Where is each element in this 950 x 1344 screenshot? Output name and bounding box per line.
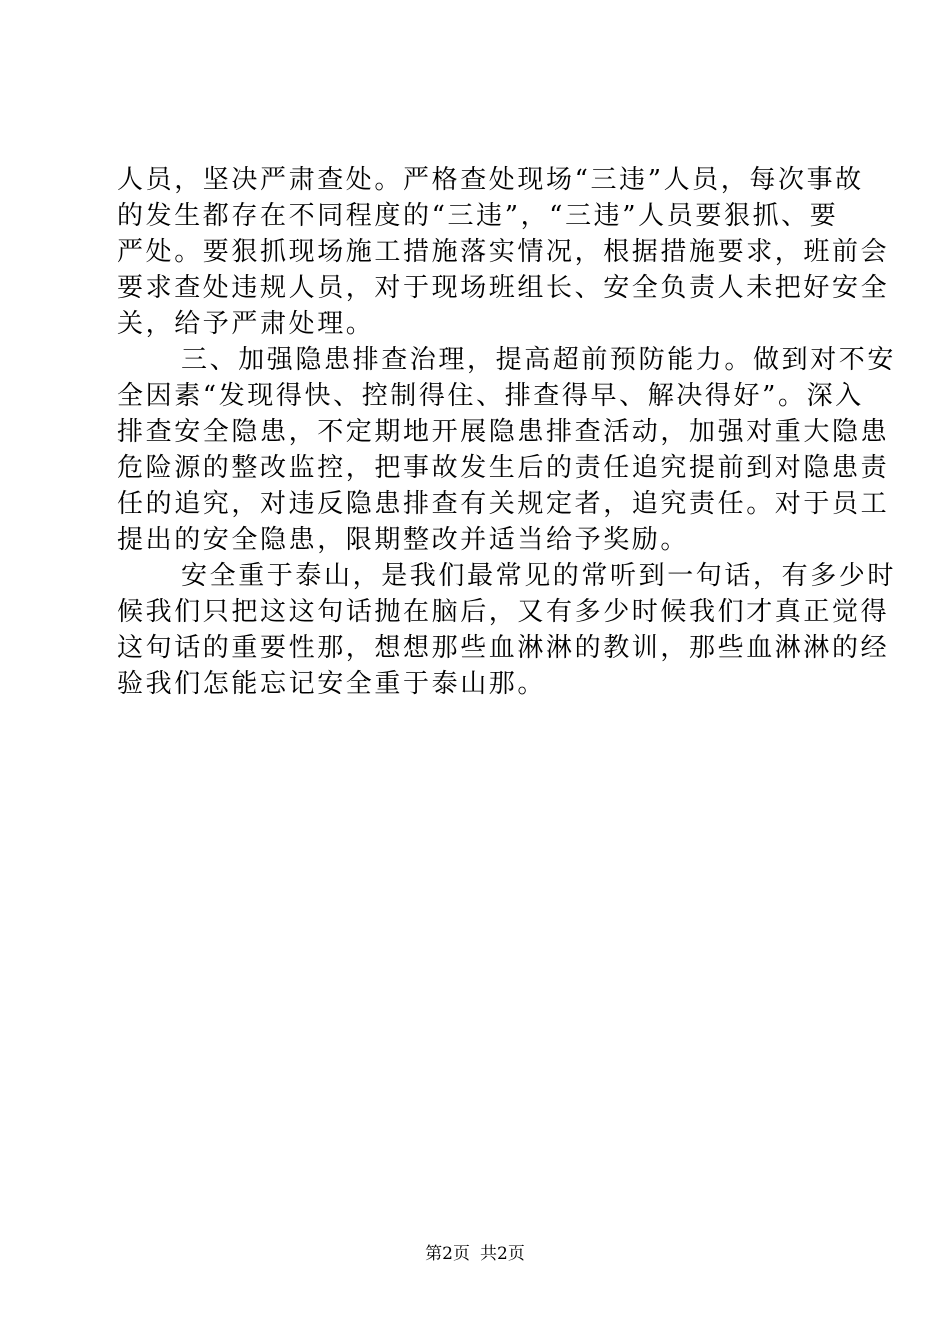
text-line: 任的追究，对违反隐患排查有关规定者，追究责任。对于员工 [117,489,890,519]
document-body [117,162,897,702]
text-line: 要求查处违规人员，对于现场班组长、安全负责人未把好安全 [117,273,890,303]
text-line: 严处。要狠抓现场施工措施落实情况，根据措施要求，班前会 [117,237,890,267]
text-line: 危险源的整改监控，把事故发生后的责任追究提前到对隐患责 [117,453,890,483]
page-footer [0,1243,950,1265]
text-line: 全因素“发现得快、控制得住、排查得早、解决得好”。深入 [117,381,864,411]
text-line: 提出的安全隐患，限期整改并适当给予奖励。 [117,525,690,555]
text-line: 这句话的重要性那，想想那些血淋淋的教训，那些血淋淋的经 [117,633,890,663]
text-line: 候我们只把这这句话抛在脑后，又有多少时候我们才真正觉得 [117,597,890,627]
text-line: 排查安全隐患，不定期地开展隐患排查活动，加强对重大隐患 [117,417,890,447]
page-total: 共2页 [480,1244,525,1264]
text-line: 人员，坚决严肃查处。严格查处现场“三违”人员，每次事故 [117,165,864,195]
text-line: 验我们怎能忘记安全重于泰山那。 [117,669,547,699]
paragraph-start-line: 安全重于泰山，是我们最常见的常听到一句话，有多少时 [181,561,897,591]
text-line: 的发生都存在不同程度的“三违”，“三违”人员要狠抓、要 [117,201,839,231]
page-number: 第2页 [425,1244,470,1264]
paragraph-start-line: 三、加强隐患排查治理，提高超前预防能力。做到对不安 [181,345,897,375]
text-line: 关，给予严肃处理。 [117,309,375,339]
